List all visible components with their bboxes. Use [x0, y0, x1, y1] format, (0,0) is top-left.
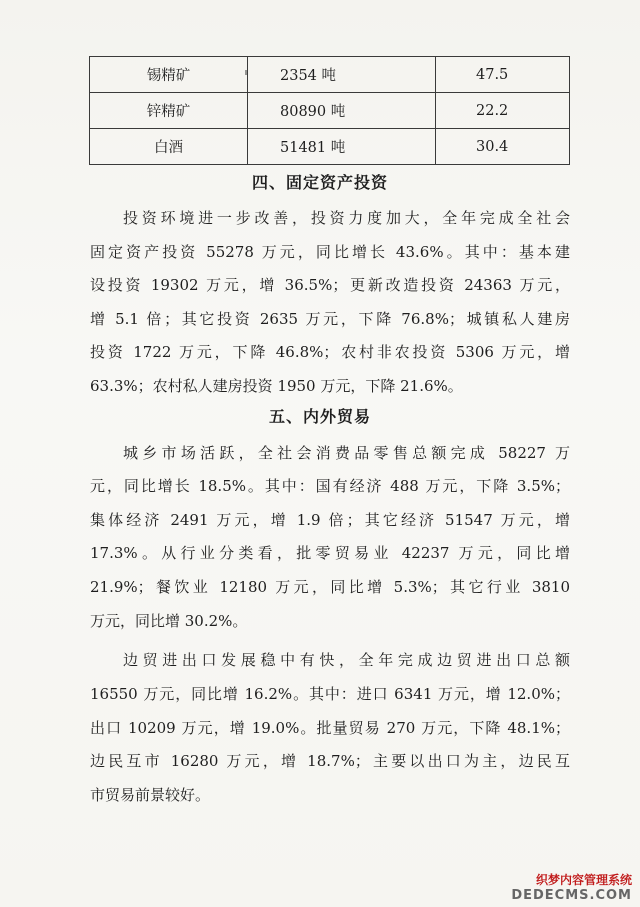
- paragraph-line: 投资 1722 万元，下降 46.8%；农村非农投资 5306 万元，增: [90, 343, 570, 361]
- production-table: [89, 56, 570, 165]
- paragraph-line: 市贸易前景较好。: [90, 786, 211, 804]
- growth-percent-cell: 30.4: [436, 129, 570, 165]
- growth-percent-cell: 22.2: [436, 93, 570, 129]
- watermark: [511, 873, 632, 903]
- paragraph-line: 边贸进出口发展稳中有快，全年完成边贸进出口总额: [123, 651, 570, 669]
- paragraph-line: 17.3%。从行业分类看，批零贸易业 42237 万元，同比增: [90, 544, 570, 562]
- paragraph-line: 增 5.1 倍；其它投资 2635 万元，下降 76.8%；城镇私人建房: [90, 310, 570, 328]
- output-amount-cell: 2354 吨: [248, 57, 436, 93]
- paragraph-line: 边民互市 16280 万元，增 18.7%；主要以出口为主，边民互: [90, 752, 570, 770]
- product-name-cell: 锡精矿: [90, 57, 248, 93]
- paragraph-line: 集体经济 2491 万元，增 1.9 倍；其它经济 51547 万元，增: [90, 511, 570, 529]
- product-name-cell: 白酒: [90, 129, 248, 165]
- scan-speck: [245, 70, 247, 75]
- output-amount-cell: 80890 吨: [248, 93, 436, 129]
- output-amount-cell: 51481 吨: [248, 129, 436, 165]
- table-row: [90, 93, 570, 129]
- section-heading-trade: 五、内外贸易: [268, 407, 371, 426]
- table-row: [90, 57, 570, 93]
- paragraph-line: 16550 万元，同比增 16.2%。其中：进口 6341 万元，增 12.0%；: [90, 685, 570, 703]
- section-heading-investment: 四、固定资产投资: [251, 173, 388, 192]
- watermark-title: 织梦内容管理系统: [535, 873, 632, 887]
- table-row: [90, 129, 570, 165]
- paragraph-line: 21.9%；餐饮业 12180 万元，同比增 5.3%；其它行业 3810: [90, 578, 570, 596]
- paragraph-line: 出口 10209 万元，增 19.0%。批量贸易 270 万元，下降 48.1%；: [90, 719, 570, 737]
- paragraph-line: 城乡市场活跃，全社会消费品零售总额完成 58227 万: [123, 444, 570, 462]
- growth-percent-cell: 47.5: [436, 57, 570, 93]
- product-name-cell: 锌精矿: [90, 93, 248, 129]
- paragraph-line: 设投资 19302 万元，增 36.5%；更新改造投资 24363 万元，: [90, 276, 570, 294]
- watermark-domain: DEDECMS.COM: [511, 888, 632, 903]
- paragraph-line: 元，同比增长 18.5%。其中：国有经济 488 万元，下降 3.5%；: [90, 477, 570, 495]
- paragraph-line: 固定资产投资 55278 万元，同比增长 43.6%。其中：基本建: [90, 243, 570, 261]
- paragraph-line: 投资环境进一步改善，投资力度加大，全年完成全社会: [123, 209, 570, 227]
- paragraph-line: 63.3%；农村私人建房投资 1950 万元，下降 21.6%。: [90, 377, 463, 395]
- paragraph-line: 万元，同比增 30.2%。: [90, 612, 248, 630]
